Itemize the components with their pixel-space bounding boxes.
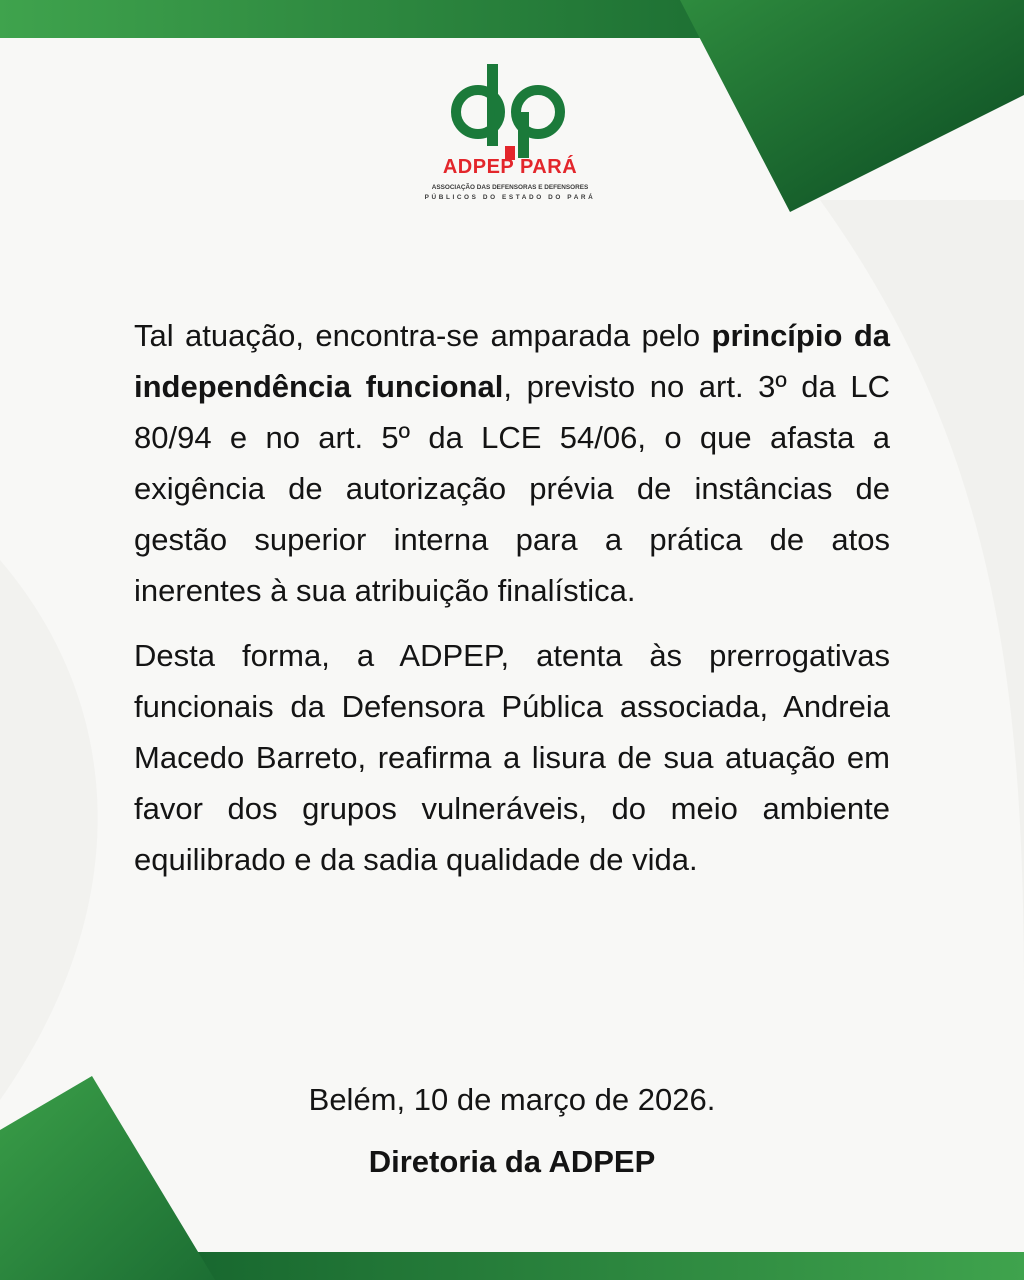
light-curve-left — [0, 560, 98, 1100]
paragraph-1 — [134, 310, 890, 616]
adpep-dp-monogram-icon — [420, 60, 600, 160]
logo-subtitle-line2: PÚBLICOS DO ESTADO DO PARÁ — [424, 194, 596, 201]
signature: Diretoria da ADPEP — [368, 1144, 656, 1179]
logo-subtitle-line1: ASSOCIAÇÃO DAS DEFENSORAS E DEFENSORES — [431, 184, 589, 191]
place-date: Belém, 10 de março de 2026. — [308, 1082, 716, 1117]
paragraph-1-part-2: , previsto no art. 3º da LC 80/94 e no art. 5º da LCE 54/06, o que afasta a exigência de autorização prévia de instâncias de gestão superior interna para a prática de atos inerentes à sua atribuição finalística. — [134, 369, 890, 608]
paragraph-2: Desta forma, a ADPEP, atenta às prerrogativas funcionais da Defensora Pública associada, Andreia Macedo Barreto, reafirma a lisura de sua atuação em favor dos grupos vulneráveis, do meio ambiente equilibrado e da sadia qualidade de vida. — [134, 638, 890, 877]
logo-name: ADPEP PARÁ — [442, 156, 578, 178]
body-text — [134, 310, 890, 899]
paragraph-1-bold: princípio da independência funcional — [134, 318, 890, 404]
paragraph-1-part-1: Tal atuação, encontra-se amparada pelo — [134, 318, 712, 353]
top-right-triangle — [680, 0, 1024, 212]
adpep-logo — [420, 60, 600, 210]
